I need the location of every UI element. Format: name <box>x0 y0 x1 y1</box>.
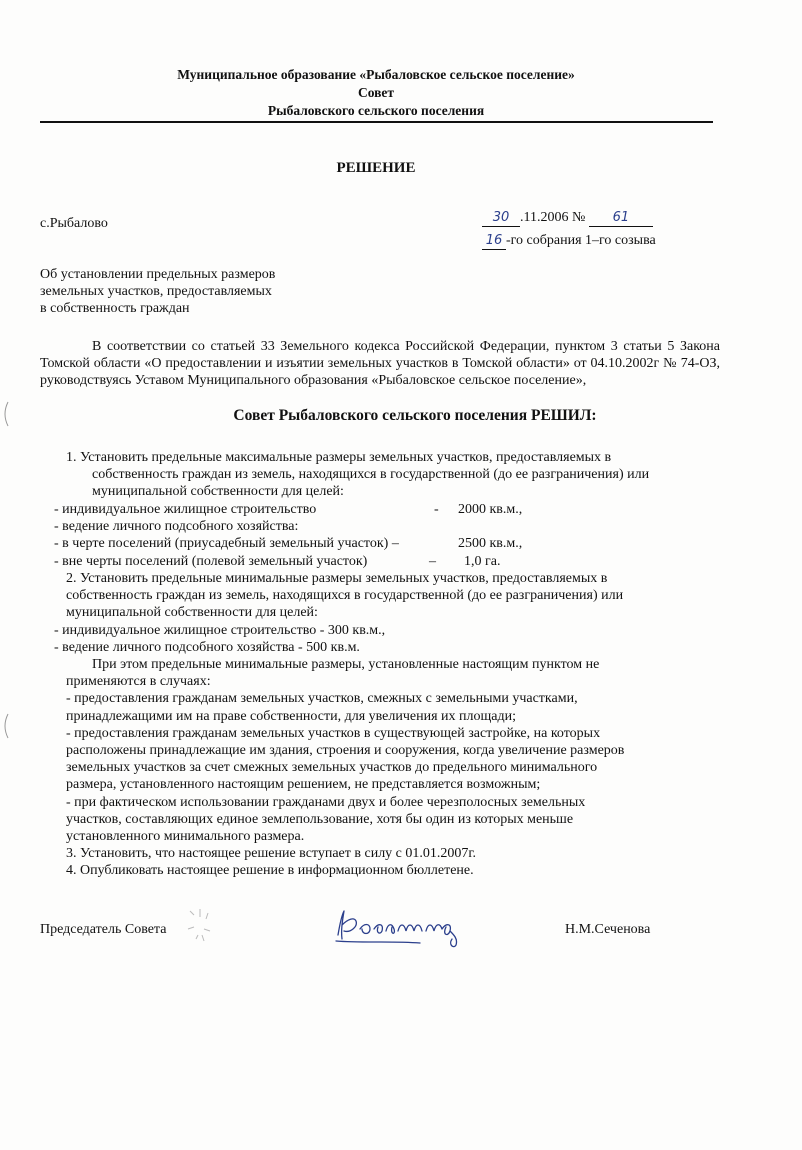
exception-line: участков, составляющих единое землепользование, хотя бы один из которых меньше <box>66 811 574 827</box>
size-label: - индивидуальное жилищное строительство <box>54 502 317 517</box>
date-day: 30 <box>482 210 520 227</box>
handwritten-signature-icon <box>330 905 480 950</box>
size-row <box>54 501 654 518</box>
preamble: В соответствии со статьей 33 Земельного кодекса Российской Федерации, пунктом 3 статьи 5 Закона Томской области «О предоставлении и изъятии земельных участков в Томской области» от 04.10.2002г № 74-ОЗ, руководствуясь Уставом Муниципального образования «Рыбаловское сельское поселение», <box>40 339 720 388</box>
size-value: 2500 кв.м., <box>458 536 523 552</box>
size-value: 2000 кв.м., <box>458 502 523 517</box>
item-2-line: муниципальной собственности для целей: <box>66 605 318 621</box>
date-line <box>482 210 712 227</box>
subject-line: в собственность граждан <box>40 301 190 316</box>
item-1-line: собственность граждан из земель, находящихся в государственной (до ее разграничения) или <box>92 467 650 483</box>
signatory-name: Н.М.Сеченова <box>565 922 651 937</box>
size-separator: – <box>429 553 436 569</box>
scan-margin-mark-icon <box>0 400 10 430</box>
signature-role: Председатель Совета <box>40 922 167 937</box>
size-row <box>54 553 654 570</box>
exception-line: расположены принадлежащие им здания, строения и сооружения, когда увеличение размеров <box>66 743 625 759</box>
size-label: - вне черты поселений (полевой земельный участок) <box>54 553 368 569</box>
subject-block <box>40 266 275 317</box>
item-1 <box>66 449 649 501</box>
date-block <box>482 210 712 250</box>
subject-line: земельных участков, предоставляемых <box>40 284 272 299</box>
subject-line: Об установлении предельных размеров <box>40 267 276 282</box>
header-council: Совет <box>357 85 395 100</box>
place-of-issue: с.Рыбалово <box>40 216 108 231</box>
item-2-line: 2. Установить предельные минимальные размеры земельных участков, предоставляемых в <box>66 571 608 586</box>
exception-line: - при фактическом использовании гражданами двух и более черезполосных земельных <box>66 794 586 810</box>
item-2-line: - индивидуальное жилищное строительство - 300 кв.м., <box>54 622 386 638</box>
item-2-line: - ведение личного подсобного хозяйства - 500 кв.м. <box>54 639 360 655</box>
item-1-sizes <box>54 501 654 570</box>
faint-stamp-mark-icon <box>180 905 220 945</box>
exception-line: установленного минимального размера. <box>66 829 305 845</box>
meeting-line <box>482 233 712 250</box>
size-row <box>54 535 654 552</box>
meeting-number: 16 <box>482 233 506 250</box>
size-value: 1,0 га. <box>464 553 501 569</box>
item-2-line: собственность граждан из земель, находящихся в государственной (до ее разграничения) или <box>66 588 624 604</box>
header-municipality: Муниципальное образование «Рыбаловское сельское поселение» <box>177 67 575 82</box>
exception-line: земельных участков за счет смежных земельных участков до предельного минимального <box>66 760 598 776</box>
item-4: 4. Опубликовать настоящее решение в информационном бюллетене. <box>66 863 474 879</box>
header-settlement: Рыбаловского сельского поселения <box>267 103 485 118</box>
exception-line: - предоставления гражданам земельных участков, смежных с земельными участками, <box>66 691 578 707</box>
size-label: - в черте поселений (приусадебный земельный участок) – <box>54 536 399 552</box>
exceptions-intro: При этом предельные минимальные размеры, установленные настоящим пунктом не <box>92 657 600 673</box>
meeting-text: -го собрания 1–го созыва <box>506 233 656 248</box>
date-rest: .11.2006 № <box>520 210 586 225</box>
exception-line: - предоставления гражданам земельных участков в существующей застройке, на которых <box>66 725 601 741</box>
exception-line: принадлежащими им на праве собственности, для увеличения их площади; <box>66 708 517 724</box>
size-separator: - <box>434 502 439 517</box>
item-2 <box>54 570 624 880</box>
decision-number: 61 <box>589 210 653 227</box>
scan-margin-mark-icon <box>0 712 10 742</box>
item-1-line: муниципальной собственности для целей: <box>92 484 344 500</box>
header-rule <box>40 121 713 123</box>
item-1-line: 1. Установить предельные максимальные размеры земельных участков, предоставляемых в <box>66 450 612 465</box>
size-row <box>54 518 654 535</box>
resolved-heading: Совет Рыбаловского сельского поселения РЕШИЛ: <box>233 407 597 424</box>
document-title: РЕШЕНИЕ <box>336 160 416 176</box>
item-3: 3. Установить, что настоящее решение вступает в силу с 01.01.2007г. <box>66 846 477 862</box>
exceptions-intro: применяются в случаях: <box>66 674 211 690</box>
exception-line: размера, установленного настоящим решением, не представляется возможным; <box>66 777 541 793</box>
size-label: - ведение личного подсобного хозяйства: <box>54 519 299 535</box>
